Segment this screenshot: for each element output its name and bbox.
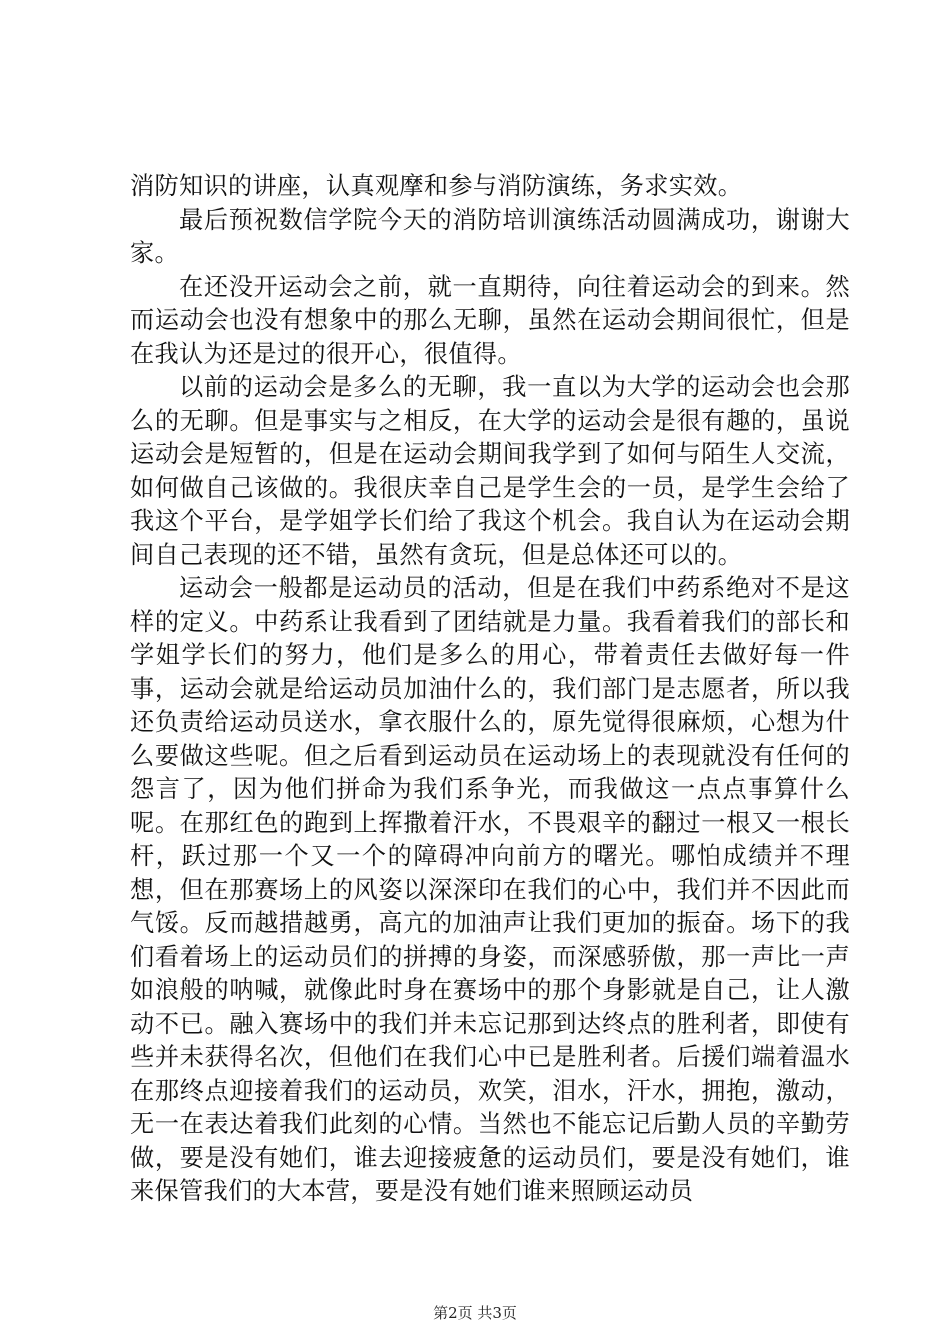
paragraph-previous-sports-meets: 以前的运动会是多么的无聊，我一直以为大学的运动会也会那么的无聊。但是事实与之相反，在大学的运动会是很有趣的，虽说运动会是短暂的，但是在运动会期间我学到了如何与陌生人交流，如何做自己该做的。我很庆幸自己是学生会的一员，是学生会给了我这个平台，是学姐学长们给了我这个机会。我自认为在运动会期间自己表现的还不错，虽然有贪玩，但是总体还可以的。 [130,373,850,569]
paragraph-department-teamwork: 运动会一般都是运动员的活动，但是在我们中药系绝对不是这样的定义。中药系让我看到了团结就是力量。我看着我们的部长和学姐学长们的努力，他们是多么的用心，带着责任去做好每一件事，运动会就是给运动员加油什么的，我们部门是志愿者，所以我还负责给运动员送水，拿衣服什么的，原先觉得很麻烦，心想为什么要做这些呢。但之后看到运动员在运动场上的表现就没有任何的怨言了，因为他们拼命为我们系争光，而我做这一点点事算什么呢。在那红色的跑到上挥撒着汗水，不畏艰辛的翻过一根又一根长杆，跃过那一个又一个的障碍冲向前方的曙光。哪怕成绩并不理想，但在那赛场上的风姿以深深印在我们的心中，我们并不因此而气馁。反而越措越勇，高亢的加油声让我们更加的振奋。场下的我们看着场上的运动员们的拼搏的身姿，而深感骄傲，那一声比一声如浪般的呐喊，就像此时身在赛场中的那个身影就是自己，让人激动不已。融入赛场中的我们并未忘记那到达终点的胜利者，即使有些并未获得名次，但他们在我们心中已是胜利者。后援们端着温水在那终点迎接着我们的运动员，欢笑，泪水，汗水，拥抱，激动，无一在表达着我们此刻的心情。当然也不能忘记后勤人员的辛勤劳做，要是没有她们，谁去迎接疲惫的运动员们，要是没有她们，谁来保管我们的大本营，要是没有她们谁来照顾运动员 [130,574,850,1205]
page-number-footer: 第2页 共3页 [433,1304,517,1322]
paragraph-continuation: 消防知识的讲座，认真观摩和参与消防演练，务求实效。 [130,172,743,200]
paragraph-closing-wishes: 最后预祝数信学院今天的消防培训演练活动圆满成功，谢谢大家。 [130,205,850,267]
paragraph-before-sports-meet: 在还没开运动会之前，就一直期待，向往着运动会的到来。然而运动会也没有想象中的那么无聊，虽然在运动会期间很忙，但是在我认为还是过的很开心，很值得。 [130,272,850,368]
document-body [130,170,850,1209]
